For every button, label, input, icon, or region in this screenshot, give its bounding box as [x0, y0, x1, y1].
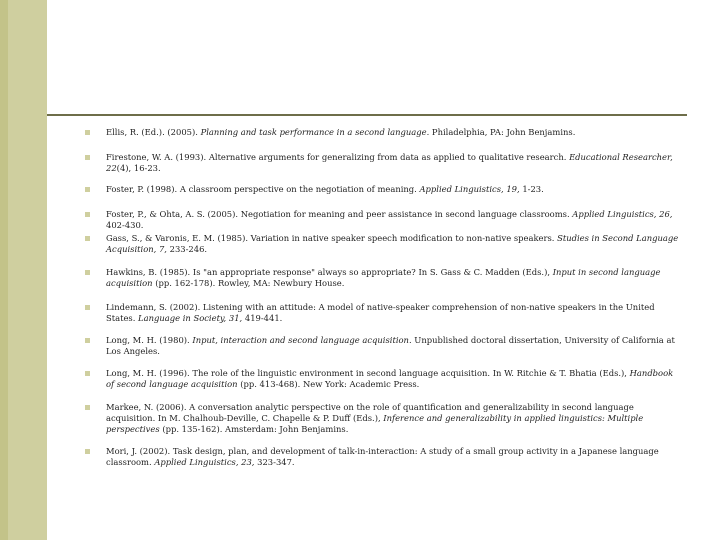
bullet-icon: [85, 449, 90, 454]
reference-text: Hawkins, B. (1985). Is "an appropriate response" always so appropriate? In S. Gass & C. Madden (Eds.), Input in second language acquisition (pp. 162-178). Rowley, MA: Newbury House.: [106, 267, 661, 288]
bullet-icon: [85, 305, 90, 310]
reference-text: Lindemann, S. (2002). Listening with an attitude: A model of native-speaker comprehension of non-native speakers in the United States. Language in Society, 31, 419-441.: [106, 302, 655, 323]
reference-text: Mori, J. (2002). Task design, plan, and development of talk-in-interaction: A study of a small group activity in a Japanese language classroom. Applied Linguistics, 23, 323-347.: [106, 446, 659, 467]
bullet-icon: [85, 236, 90, 241]
bullet-icon: [85, 405, 90, 410]
reference-text: Firestone, W. A. (1993). Alternative arguments for generalizing from data as applied to qualitative research. Educational Researcher, 22(4), 16-23.: [106, 152, 673, 173]
bullet-icon: [85, 187, 90, 192]
bullet-icon: [85, 212, 90, 217]
bullet-icon: [85, 270, 90, 275]
bullet-icon: [85, 155, 90, 160]
reference-text: Foster, P., & Ohta, A. S. (2005). Negotiation for meaning and peer assistance in second language classrooms. Applied Linguistics, 26, 402-430.: [106, 209, 673, 230]
bullet-icon: [85, 371, 90, 376]
reference-text: Ellis, R. (Ed.). (2005). Planning and task performance in a second language. Philadelphia, PA: John Benjamins.: [106, 127, 576, 137]
reference-text: Markee, N. (2006). A conversation analytic perspective on the role of quantification and generalizability in second language acquisition. In M. Chalhoub-Deville, C. Chapelle & P. Duff (Eds.), Inference and generalizability in applied linguistics: Multiple perspectives (pp. 135-162). Amsterdam: John Benjamins.: [106, 402, 644, 434]
bullet-icon: [85, 130, 90, 135]
reference-text: Long, M. H. (1996). The role of the linguistic environment in second language acquisition. In W. Ritchie & T. Bhatia (Eds.), Handbook of second language acquisition (pp. 413-468). New York: Academic Press.: [106, 368, 674, 389]
bullet-icon: [85, 338, 90, 343]
reference-text: Foster, P. (1998). A classroom perspective on the negotiation of meaning. Applied Linguistics, 19, 1-23.: [106, 184, 544, 194]
reference-text: Gass, S., & Varonis, E. M. (1985). Variation in native speaker speech modification to non-native speakers. Studies in Second Language Acquisition, 7, 233-246.: [106, 233, 679, 254]
reference-text: Long, M. H. (1980). Input, interaction and second language acquisition. Unpublished doctoral dissertation, University of California at Los Angeles.: [106, 335, 675, 356]
